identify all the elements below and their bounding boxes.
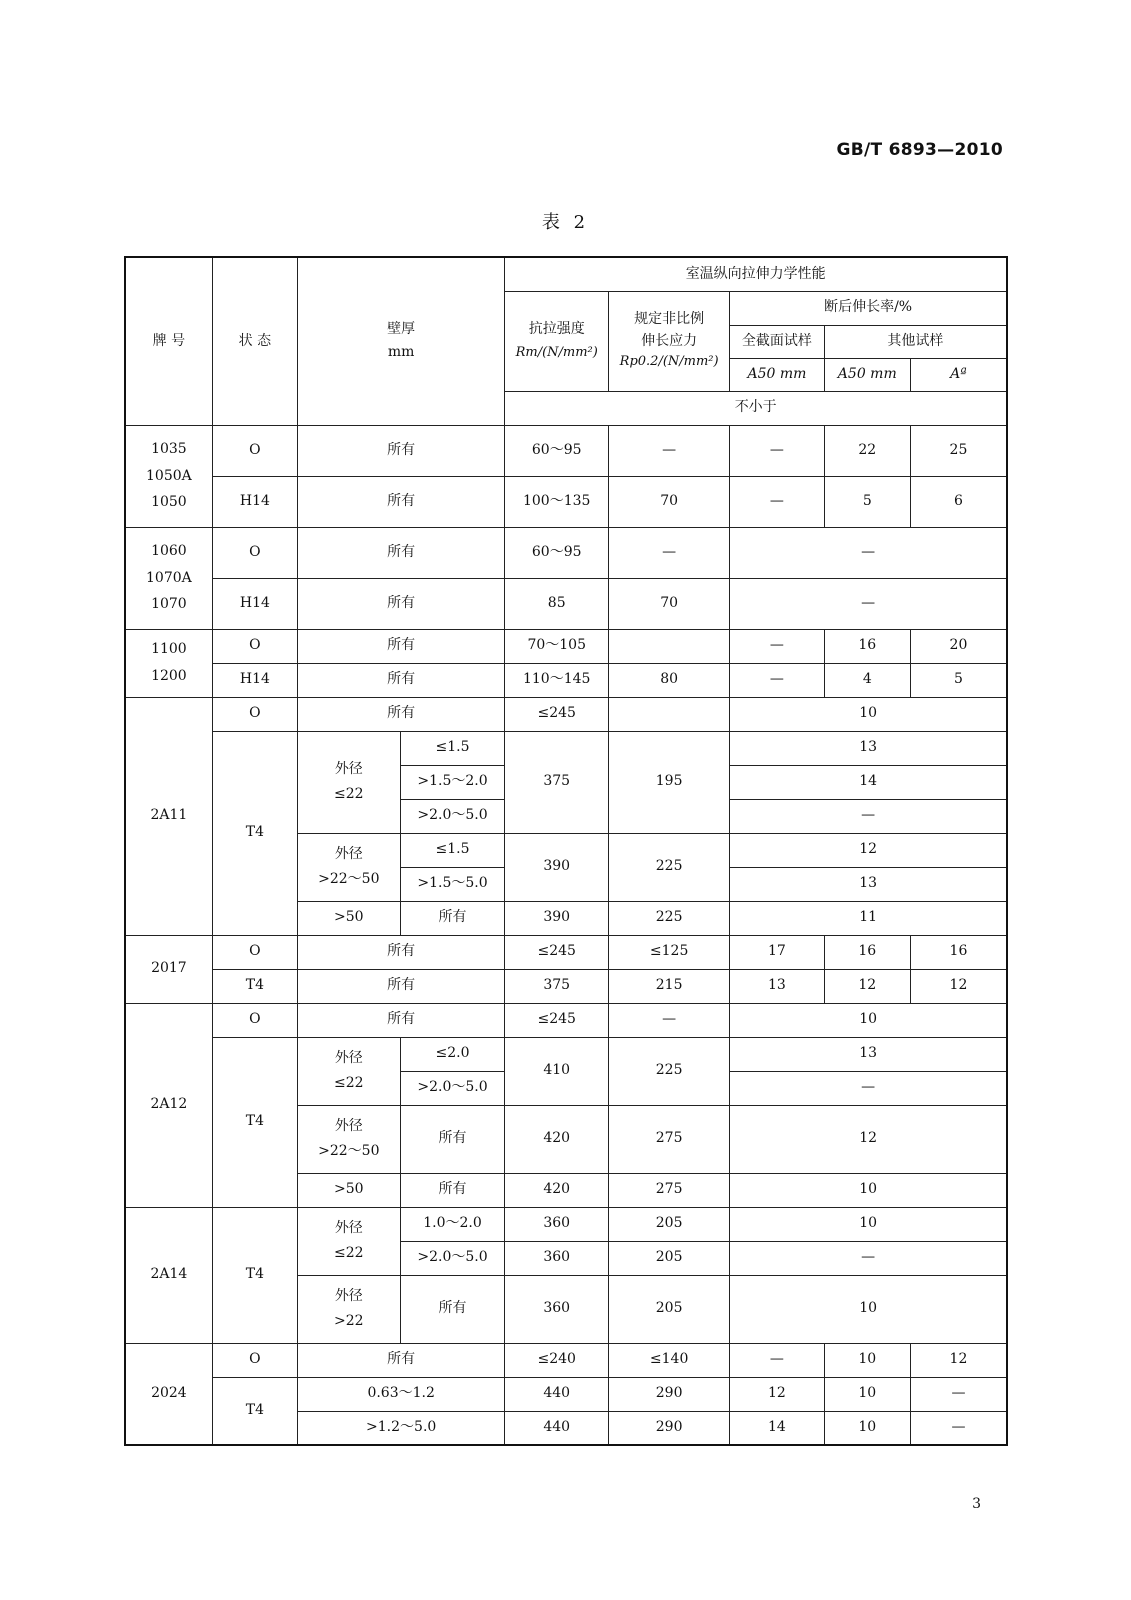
outer-diameter-cell: 外径 ≤22 (297, 1037, 400, 1105)
header-tensile (505, 291, 609, 391)
header-group: 室温纵向拉伸力学性能 (505, 257, 1007, 291)
temper-cell: O (212, 1343, 297, 1377)
elongation-cell: 10 (730, 697, 1007, 731)
rp-cell: 225 (609, 901, 730, 935)
rp-cell: 225 (609, 1037, 730, 1105)
header-proof-symbol: Rp0.2/(N/mm²) (619, 354, 719, 370)
wall-cell: 所有 (400, 1275, 505, 1343)
elongation-cell: 14 (730, 765, 1007, 799)
grade-cell: 1060 1070A 1070 (125, 527, 212, 629)
header-grade: 牌 号 (125, 257, 212, 425)
elongation-cell: — (730, 799, 1007, 833)
thickness-cell: 所有 (297, 697, 504, 731)
a-cell: 12 (910, 1343, 1007, 1377)
rm-cell: 360 (505, 1241, 609, 1275)
elongation-cell: — (730, 527, 1007, 578)
a50-other-cell: 22 (824, 425, 910, 476)
wall-cell: >1.5～5.0 (400, 867, 505, 901)
a50-full-cell: — (730, 663, 824, 697)
wall-cell: ≤1.5 (400, 731, 505, 765)
temper-cell: O (212, 935, 297, 969)
header-a50-full: A50 mm (730, 358, 824, 391)
header-proof-label-1: 规定非比例 (634, 311, 705, 328)
a50-full-cell: 12 (730, 1377, 824, 1411)
rp-cell: — (609, 1003, 730, 1037)
header-wall-thickness (297, 257, 504, 425)
a50-other-cell: 16 (824, 629, 910, 663)
a50-other-cell: 10 (824, 1377, 910, 1411)
header-full-section: 全截面试样 (730, 325, 824, 358)
grade-cell: 2A12 (125, 1003, 212, 1207)
elongation-cell: 13 (730, 867, 1007, 901)
wall-cell: ≤1.5 (400, 833, 505, 867)
wall-cell: >1.5～2.0 (400, 765, 505, 799)
header-not-less-than: 不小于 (505, 391, 1007, 425)
wall-cell: >2.0～5.0 (400, 1241, 505, 1275)
a-cell: — (910, 1377, 1007, 1411)
outer-diameter-cell: 外径 >22 (297, 1275, 400, 1343)
a50-full-cell: — (730, 629, 824, 663)
header-proof (609, 291, 730, 391)
temper-cell: O (212, 425, 297, 476)
thickness-cell: 所有 (297, 1003, 504, 1037)
rm-cell: 100～135 (505, 476, 609, 527)
a50-other-cell: 10 (824, 1411, 910, 1445)
thickness-cell: >1.2～5.0 (297, 1411, 504, 1445)
header-tensile-symbol: Rm/(N/mm²) (515, 344, 598, 360)
grade-cell: 2A14 (125, 1207, 212, 1343)
thickness-cell: 所有 (297, 476, 504, 527)
header-a: Aª (910, 358, 1007, 391)
a-cell: — (910, 1411, 1007, 1445)
elongation-cell: — (730, 1241, 1007, 1275)
outer-diameter-cell: >50 (297, 1173, 400, 1207)
rm-cell: 375 (505, 969, 609, 1003)
elongation-cell: 10 (730, 1275, 1007, 1343)
rp-cell: 215 (609, 969, 730, 1003)
thickness-cell: 所有 (297, 1343, 504, 1377)
thickness-cell: 所有 (297, 935, 504, 969)
a-cell: 25 (910, 425, 1007, 476)
wall-cell: 所有 (400, 901, 505, 935)
grade-cell: 2024 (125, 1343, 212, 1445)
rp-cell: 205 (609, 1207, 730, 1241)
a50-full-cell: — (730, 1343, 824, 1377)
wall-cell: ≤2.0 (400, 1037, 505, 1071)
elongation-cell: 10 (730, 1003, 1007, 1037)
standard-code: GB/T 6893—2010 (836, 140, 1003, 160)
header-other-specimen: 其他试样 (824, 325, 1007, 358)
rp-cell: 290 (609, 1377, 730, 1411)
rm-cell: 420 (505, 1173, 609, 1207)
rp-cell: 195 (609, 731, 730, 833)
rp-cell: 70 (609, 476, 730, 527)
rp-cell: 70 (609, 578, 730, 629)
rp-cell: — (609, 527, 730, 578)
rm-cell: ≤245 (505, 935, 609, 969)
a50-other-cell: 5 (824, 476, 910, 527)
outer-diameter-cell: 外径 >22～50 (297, 1105, 400, 1173)
temper-cell: O (212, 629, 297, 663)
wall-cell: 1.0～2.0 (400, 1207, 505, 1241)
thickness-cell: 所有 (297, 578, 504, 629)
a50-full-cell: — (730, 476, 824, 527)
rm-cell: 60～95 (505, 425, 609, 476)
a-cell: 12 (910, 969, 1007, 1003)
header-wall-label: 壁厚 (387, 320, 416, 337)
rm-cell: ≤245 (505, 697, 609, 731)
grade-cell: 2A11 (125, 697, 212, 935)
temper-cell: T4 (212, 1207, 297, 1343)
rp-cell: 275 (609, 1173, 730, 1207)
elongation-cell: 12 (730, 1105, 1007, 1173)
header-wall-unit: mm (387, 344, 415, 361)
a50-full-cell: — (730, 425, 824, 476)
rm-cell: 360 (505, 1207, 609, 1241)
elongation-cell: — (730, 578, 1007, 629)
header-temper: 状 态 (212, 257, 297, 425)
thickness-cell: 所有 (297, 425, 504, 476)
rp-cell: 205 (609, 1241, 730, 1275)
rp-cell (609, 629, 730, 663)
rm-cell: 375 (505, 731, 609, 833)
rp-cell: 290 (609, 1411, 730, 1445)
rm-cell: 110～145 (505, 663, 609, 697)
thickness-cell: 所有 (297, 527, 504, 578)
rm-cell: 420 (505, 1105, 609, 1173)
rp-cell: 80 (609, 663, 730, 697)
a50-full-cell: 14 (730, 1411, 824, 1445)
temper-cell: T4 (212, 731, 297, 935)
wall-cell: >2.0～5.0 (400, 799, 505, 833)
thickness-cell: 0.63～1.2 (297, 1377, 504, 1411)
a50-other-cell: 12 (824, 969, 910, 1003)
elongation-cell: 13 (730, 1037, 1007, 1071)
elongation-cell: — (730, 1071, 1007, 1105)
outer-diameter-cell: 外径 ≤22 (297, 731, 400, 833)
rm-cell: 85 (505, 578, 609, 629)
rm-cell: 60～95 (505, 527, 609, 578)
header-tensile-label: 抗拉强度 (528, 321, 585, 338)
header-a50-other: A50 mm (824, 358, 910, 391)
thickness-cell: 所有 (297, 663, 504, 697)
thickness-cell: 所有 (297, 969, 504, 1003)
rp-cell: 225 (609, 833, 730, 901)
temper-cell: T4 (212, 1377, 297, 1445)
rm-cell: 390 (505, 833, 609, 901)
a50-other-cell: 4 (824, 663, 910, 697)
elongation-cell: 11 (730, 901, 1007, 935)
page-number: 3 (972, 1496, 981, 1512)
a-cell: 20 (910, 629, 1007, 663)
rm-cell: 440 (505, 1377, 609, 1411)
outer-diameter-cell: 外径 ≤22 (297, 1207, 400, 1275)
header-elongation: 断后伸长率/% (730, 291, 1007, 325)
rm-cell: 390 (505, 901, 609, 935)
elongation-cell: 10 (730, 1207, 1007, 1241)
rm-cell: 360 (505, 1275, 609, 1343)
header-proof-label-2: 伸长应力 (641, 332, 698, 349)
grade-cell: 1100 1200 (125, 629, 212, 697)
outer-diameter-cell: >50 (297, 901, 400, 935)
grade-cell: 1035 1050A 1050 (125, 425, 212, 527)
temper-cell: O (212, 1003, 297, 1037)
temper-cell: H14 (212, 476, 297, 527)
elongation-cell: 12 (730, 833, 1007, 867)
wall-cell: >2.0～5.0 (400, 1071, 505, 1105)
rm-cell: 440 (505, 1411, 609, 1445)
grade-cell: 2017 (125, 935, 212, 1003)
table-title: 表 2 (541, 212, 590, 233)
rm-cell: ≤240 (505, 1343, 609, 1377)
a-cell: 16 (910, 935, 1007, 969)
elongation-cell: 10 (730, 1173, 1007, 1207)
temper-cell: H14 (212, 578, 297, 629)
wall-cell: 所有 (400, 1173, 505, 1207)
rm-cell: ≤245 (505, 1003, 609, 1037)
mechanical-properties-table (124, 256, 1008, 1446)
a50-other-cell: 16 (824, 935, 910, 969)
elongation-cell: 13 (730, 731, 1007, 765)
rp-cell (609, 697, 730, 731)
temper-cell: T4 (212, 969, 297, 1003)
temper-cell: O (212, 527, 297, 578)
rp-cell: ≤140 (609, 1343, 730, 1377)
outer-diameter-cell: 外径 >22～50 (297, 833, 400, 901)
a50-other-cell: 10 (824, 1343, 910, 1377)
rp-cell: 275 (609, 1105, 730, 1173)
rp-cell: — (609, 425, 730, 476)
a50-full-cell: 17 (730, 935, 824, 969)
rp-cell: ≤125 (609, 935, 730, 969)
temper-cell: T4 (212, 1037, 297, 1207)
a50-full-cell: 13 (730, 969, 824, 1003)
thickness-cell: 所有 (297, 629, 504, 663)
temper-cell: H14 (212, 663, 297, 697)
a-cell: 5 (910, 663, 1007, 697)
a-cell: 6 (910, 476, 1007, 527)
wall-cell: 所有 (400, 1105, 505, 1173)
temper-cell: O (212, 697, 297, 731)
rp-cell: 205 (609, 1275, 730, 1343)
rm-cell: 70～105 (505, 629, 609, 663)
rm-cell: 410 (505, 1037, 609, 1105)
